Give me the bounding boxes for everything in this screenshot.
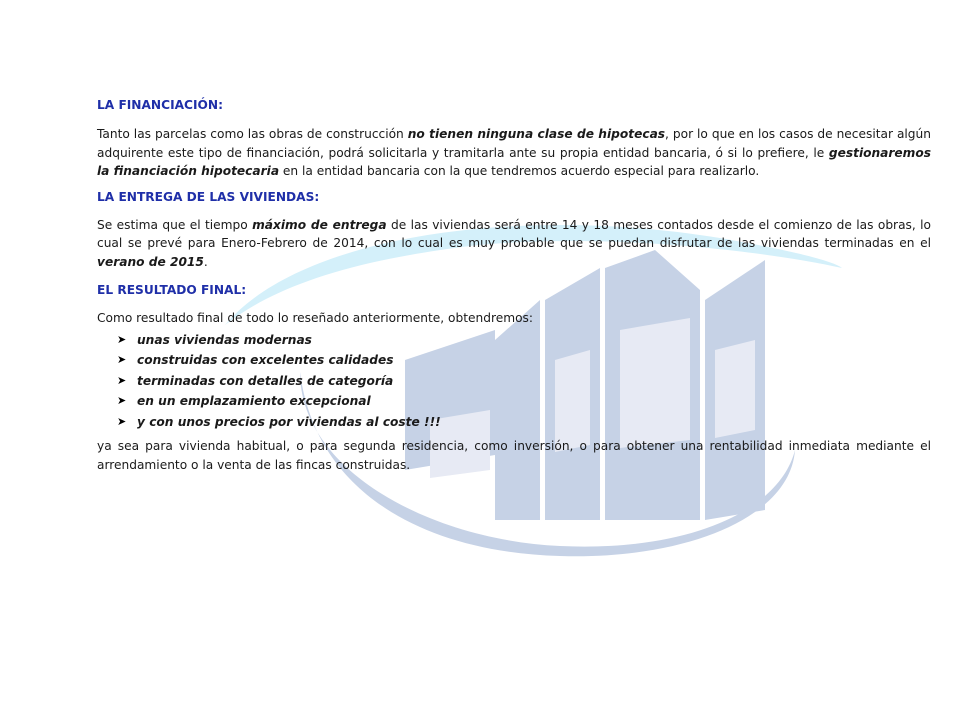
list-item-text: construidas con excelentes calidades bbox=[137, 353, 394, 367]
emphasis-text: gestionaremos la financiación hipotecaria bbox=[97, 145, 931, 178]
text-run: , por lo que en los casos de necesitar algún adquirente este tipo de financiación, podrá solicitarla y tramitarla ante su propia entidad bancaria, ó si lo prefiere, le bbox=[97, 127, 931, 160]
text-run: de las viviendas será entre 14 y 18 meses contados desde el comienzo de las obras, lo cual se prevé para Enero-Febrero de 2014, con lo cual es muy probable que se puedan disfrutar de las viviendas terminadas en el bbox=[97, 217, 931, 250]
emphasis-text: máximo de entrega bbox=[252, 217, 387, 232]
list-item-text: y con unos precios por viviendas al coste !!! bbox=[137, 414, 441, 429]
arrow-right-icon: ➤ bbox=[117, 332, 127, 346]
paragraph-closing: ya sea para vivienda habitual, o para segunda residencia, como inversión, o para obtener una rentabilidad inmediata mediante el arrendamiento o la venta de las fincas construidas. bbox=[97, 439, 931, 472]
section-heading-entrega: LA ENTREGA DE LAS VIVIENDAS: bbox=[97, 189, 320, 204]
bullet-list bbox=[97, 330, 931, 433]
paragraph-resultado-intro: Como resultado final de todo lo reseñado anteriormente, obtendremos: bbox=[97, 311, 533, 325]
list-item-text: terminadas con detalles de categoría bbox=[137, 373, 394, 388]
list-item bbox=[117, 330, 931, 351]
arrow-right-icon: ➤ bbox=[117, 414, 127, 428]
text-run: Se estima que el tiempo bbox=[97, 217, 253, 232]
emphasis-text: no tienen ninguna clase de hipotecas bbox=[407, 127, 666, 141]
list-item-text: unas viviendas modernas bbox=[137, 332, 312, 347]
text-run: . bbox=[203, 254, 208, 269]
arrow-right-icon: ➤ bbox=[117, 353, 127, 366]
paragraph-entrega bbox=[97, 216, 931, 272]
list-item bbox=[117, 391, 931, 412]
emphasis-text: verano de 2015 bbox=[97, 254, 204, 269]
list-item bbox=[117, 371, 931, 392]
list-item bbox=[117, 350, 931, 371]
list-item bbox=[117, 412, 931, 433]
section-heading-financiacion: LA FINANCIACIÓN: bbox=[97, 98, 223, 112]
section-heading-resultado: EL RESULTADO FINAL: bbox=[97, 283, 247, 297]
arrow-right-icon: ➤ bbox=[117, 373, 127, 387]
text-run: en la entidad bancaria con la que tendremos acuerdo especial para realizarlo. bbox=[279, 164, 760, 178]
document-body bbox=[97, 96, 931, 474]
text-run: Tanto las parcelas como las obras de construcción bbox=[97, 127, 408, 141]
paragraph-financiacion bbox=[97, 125, 931, 181]
arrow-right-icon: ➤ bbox=[117, 394, 127, 407]
list-item-text: en un emplazamiento excepcional bbox=[137, 394, 371, 408]
